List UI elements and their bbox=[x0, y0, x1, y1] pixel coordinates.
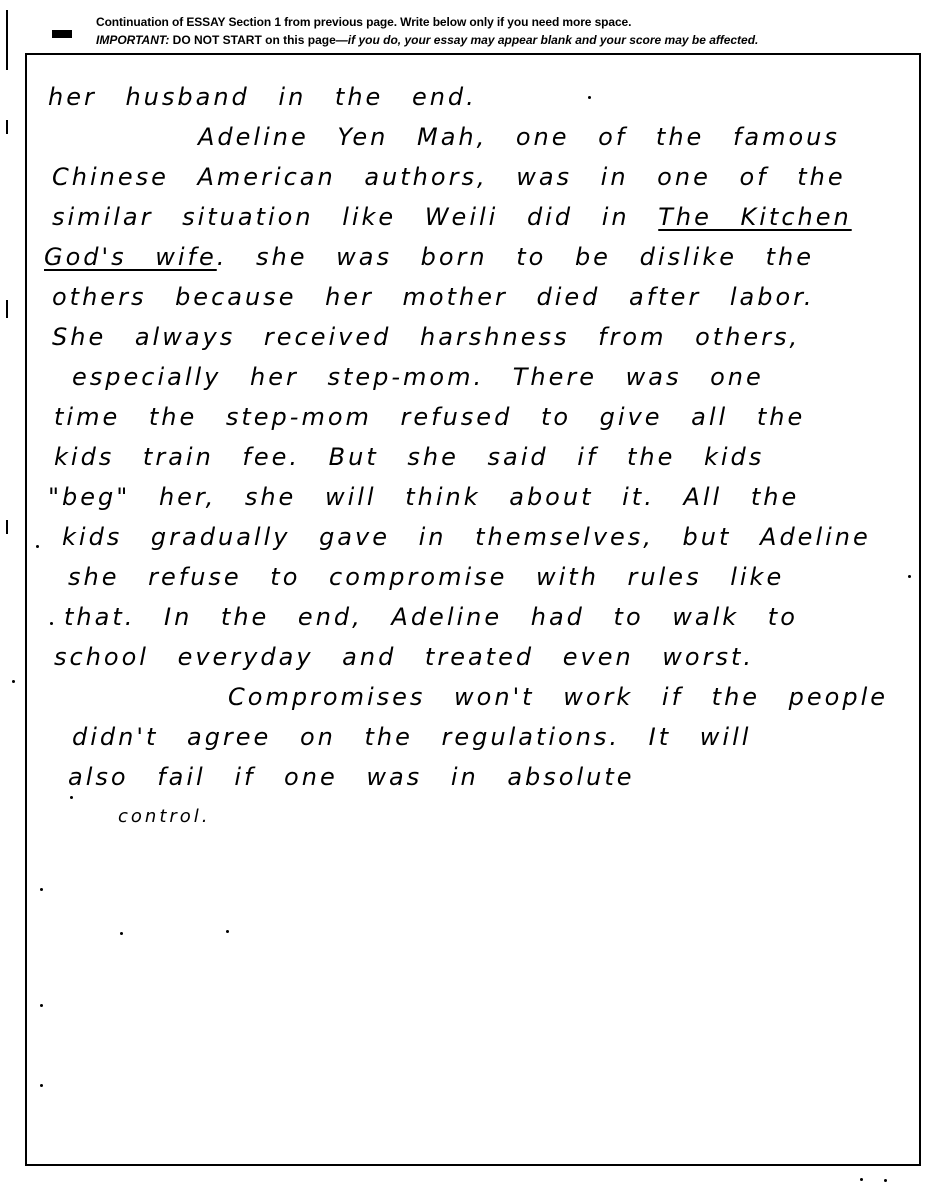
margin-tick bbox=[6, 520, 8, 534]
margin-tick bbox=[6, 300, 8, 318]
essay-line: Chinese American authors, was in one of the bbox=[52, 163, 846, 191]
important-label: IMPORTANT: bbox=[96, 33, 170, 47]
stray-mark bbox=[908, 575, 911, 578]
stray-mark bbox=[860, 1178, 863, 1181]
essay-line: kids gradually gave in themselves, but Adeline bbox=[62, 523, 871, 551]
essay-line: didn't agree on the regulations. It will bbox=[72, 723, 752, 751]
book-title-part1: The Kitchen bbox=[658, 203, 852, 231]
stray-mark bbox=[40, 1084, 43, 1087]
essay-line-text: similar situation like Weili did in bbox=[52, 203, 659, 231]
essay-line: her husband in the end. bbox=[48, 83, 477, 111]
stray-mark bbox=[588, 96, 591, 99]
stray-mark bbox=[70, 796, 73, 799]
essay-line: time the step-mom refused to give all the bbox=[54, 403, 806, 431]
essay-line: She always received harshness from others, bbox=[52, 323, 801, 351]
margin-tick bbox=[6, 120, 8, 134]
essay-line: school everyday and treated even worst. bbox=[54, 643, 755, 671]
essay-line: kids train fee. But she said if the kids bbox=[54, 443, 765, 471]
essay-line: also fail if one was in absolute bbox=[68, 763, 635, 791]
important-rest: —if you do, your essay may appear blank and your score may be affected. bbox=[335, 33, 759, 47]
stray-mark bbox=[884, 1179, 887, 1182]
essay-line: especially her step-mom. There was one bbox=[72, 363, 764, 391]
important-warning: DO NOT START on this page bbox=[172, 33, 336, 47]
essay-line bbox=[44, 242, 814, 272]
stray-mark bbox=[226, 930, 229, 933]
stray-mark bbox=[40, 1004, 43, 1007]
essay-line-text: . she was born to be dislike the bbox=[216, 243, 814, 271]
book-title-part2: God's wife bbox=[44, 243, 217, 271]
essay-line bbox=[52, 202, 852, 232]
header-instruction: Continuation of ESSAY Section 1 from previous page. Write below only if you need more space. bbox=[96, 15, 632, 29]
essay-line: "beg" her, she will think about it. All the bbox=[48, 483, 800, 511]
essay-line: Adeline Yen Mah, one of the famous bbox=[198, 123, 840, 151]
stray-mark bbox=[40, 888, 43, 891]
essay-line: control. bbox=[118, 806, 211, 827]
essay-line: that. In the end, Adeline had to walk to bbox=[64, 603, 798, 631]
essay-line: others because her mother died after labor. bbox=[52, 283, 815, 311]
stray-mark bbox=[36, 545, 39, 548]
essay-line: she refuse to compromise with rules like bbox=[68, 563, 785, 591]
page-marker bbox=[52, 30, 72, 38]
stray-mark bbox=[12, 680, 15, 683]
header-warning bbox=[96, 33, 758, 47]
stray-mark bbox=[50, 622, 53, 625]
stray-mark bbox=[120, 932, 123, 935]
page-header bbox=[0, 12, 936, 52]
essay-line: Compromises won't work if the people bbox=[228, 683, 889, 711]
margin-tick bbox=[6, 10, 8, 70]
